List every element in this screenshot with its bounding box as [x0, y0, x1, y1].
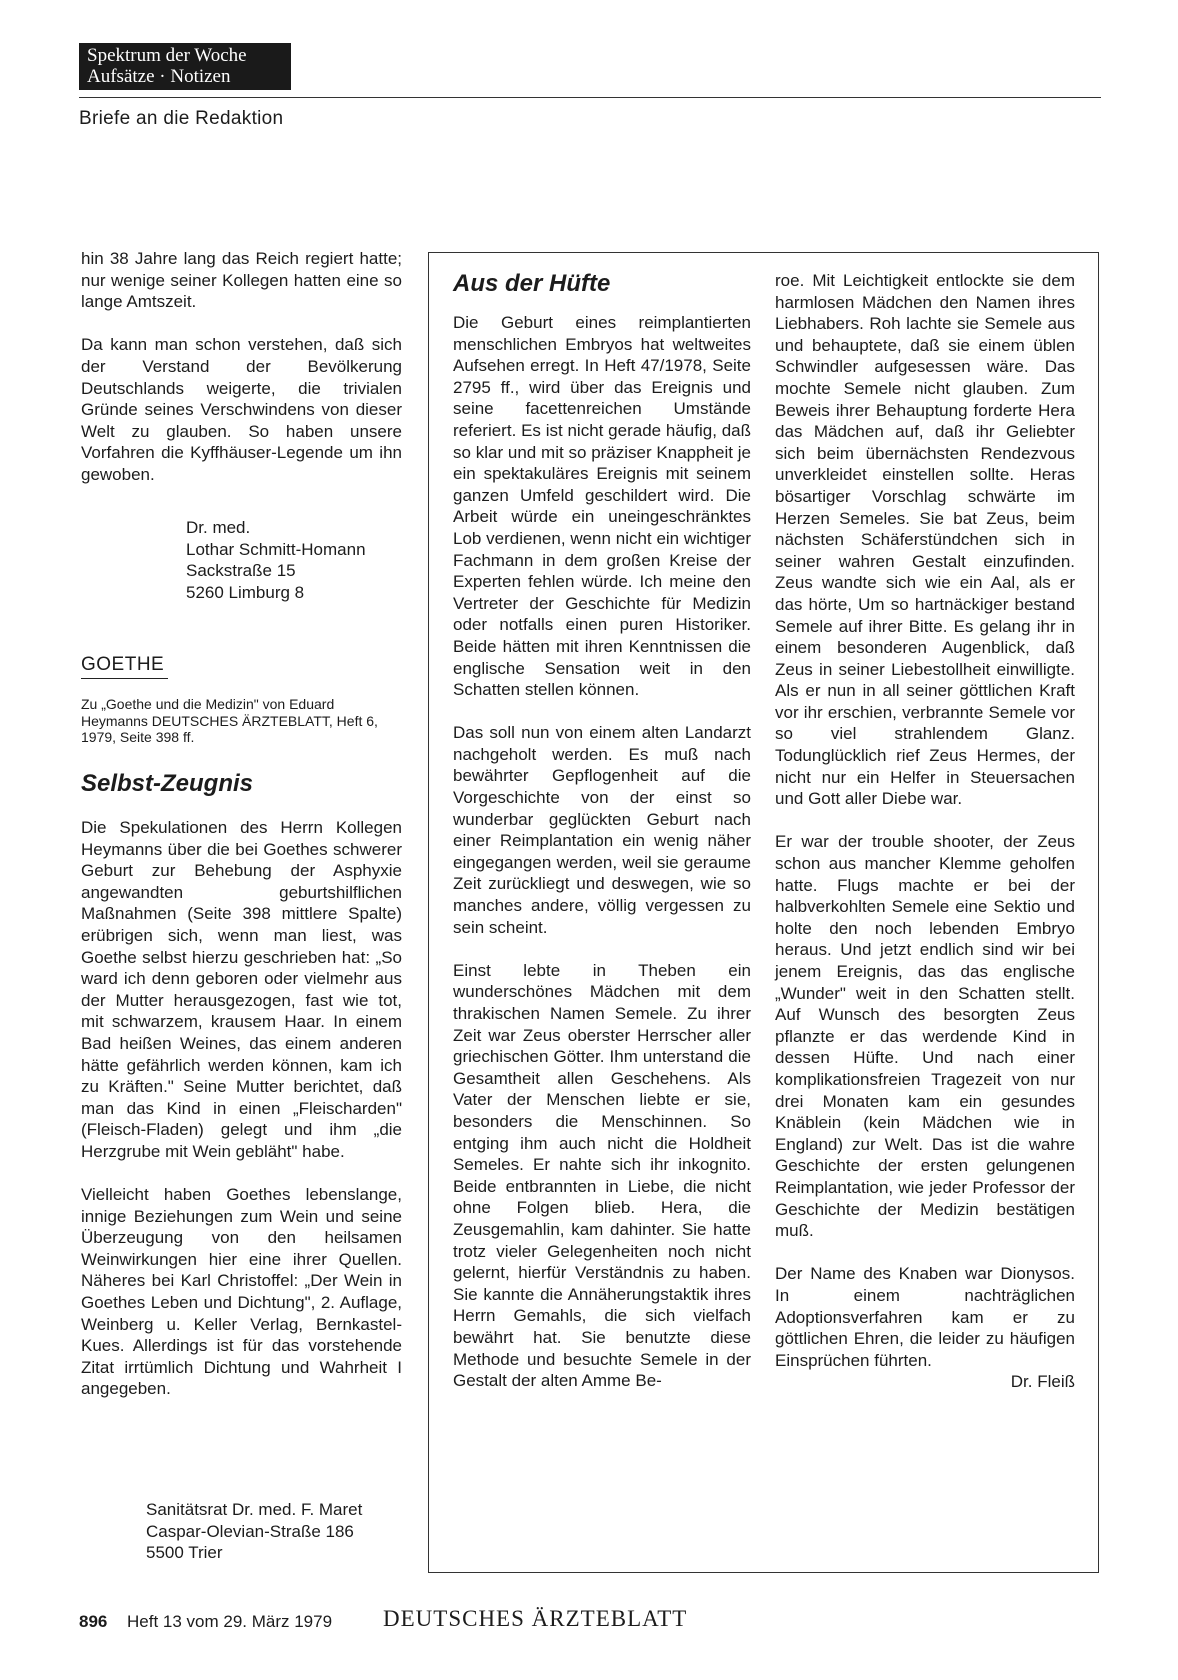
journal-name: DEUTSCHES ÄRZTEBLATT: [383, 1606, 688, 1631]
signature-line: Dr. med.: [186, 518, 251, 537]
col1-continuation: hin 38 Jahre lang das Reich regiert hatte; nur wenige seiner Kollegen hatten eine so lange Amtszeit.: [81, 249, 402, 312]
col3-paragraph-3: Der Name des Knaben war Dionysos. In einem nachträglichen Adoptionsverfahren kam er zu göttlichen Ehren, die leider zu häufigen Einsprüchen führten.: [775, 1264, 1075, 1370]
topic-intro-reference: Zu „Goethe und die Medizin" von Eduard Heymanns DEUTSCHES ÄRZTEBLATT, Heft 6, 1979, Seite 398 ff.: [81, 696, 378, 745]
badge-line-2: Aufsätze · Notizen: [87, 66, 231, 87]
col1-paragraph-4: Vielleicht haben Goethes lebenslange, innige Beziehungen zum Wein und seine Überzeugung von den heilsamen Weinwirkungen hier eine ihrer Quellen. Näheres bei Karl Christoffel: „Der Wein in Goethes Leben und Dichtung", 2. Auflage, Weinberg u. Keller Verlag, Bernkastel-Kues. Allerdings ist für das vorstehende Zitat irrtümlich Dichtung und Wahrheit I angegeben.: [81, 1185, 402, 1399]
header-rule: [79, 97, 1101, 98]
col3-paragraph-2: Er war der trouble shooter, der Zeus schon aus mancher Klemme geholfen hatte. Flugs machte er bei der halbverkohlten Semele eine Sektio und holte den noch lebenden Embryo heraus. Und jetzt endlich sind wir bei jenem Ereignis, das das englische „Wunder" weit in den Schatten stellt. Auf Wunsch des besorgten Zeus pflanzte er das werdende Kind in dessen Hüfte. Und nach einer komplikationsfreien Tragezeit von nur drei Monaten kam ein gesundes Knäblein (kein Mädchen wie in England) zur Welt. Das ist die wahre Geschichte der ersten gelungenen Reimplantation, wie jeder Professor der Geschichte der Medizin bestätigen muß.: [775, 832, 1075, 1241]
heading-selbst-zeugnis: Selbst-Zeugnis: [81, 770, 254, 797]
col1-letter-body: [81, 817, 402, 1400]
col1-top-block: [81, 248, 402, 486]
col2-paragraph-1: Die Geburt eines reimplantierten menschlichen Embryos hat weltweites Aufsehen erregt. In Heft 47/1978, Seite 2795 ff., wird über das Ereignis und seine facettenreichen Umstände referiert. Es ist nicht gerade häufig, daß so klar und mit so präziser Knappheit je ein spektakuläres Ereignis mit seinem ganzen Umfeld geschildert wird. Die Arbeit würde ein uneingeschränktes Lob verdienen, wenn nicht ein wichtiger Fachmann in dem großen Kreise der Experten fehlen würde. Ich meine den Vertreter der Geschichte für Medizin oder notfalls einen puren Historiker. Beide hätten mit ihren Kenntnissen die englische Sensation weit in den Schatten stellen können.: [453, 313, 751, 700]
col1-paragraph-2: Da kann man schon verstehen, daß sich der Verstand der Bevölkerung Deutschlands weigerte, die trivialen Gründe seines Verschwindens von dieser Welt zu glauben. So haben unsere Vorfahren die Kyffhäuser-Legende um ihn gewoben.: [81, 335, 402, 484]
signature-line: Caspar-Olevian-Straße 186: [146, 1521, 354, 1541]
section-title: Briefe an die Redaktion: [79, 108, 284, 129]
col3-paragraph-1: roe. Mit Leichtigkeit entlockte sie dem harmlosen Mädchen den Namen ihres Liebhabers. Roh lachte sie Semele aus und behauptete, daß sie einem üblen Schwindler aufgesessen wäre. Das mochte Semele nicht glauben. Zum Beweis ihrer Behauptung forderte Hera das Mädchen auf, daß ihr Geliebter sich beim übernächsten Rendezvous unverkleidet einstellen sollte. Heras bösartiger Vorschlag schwärte im Herzen Semeles. Sie bat Zeus, beim nächsten Schäferstündchen sich in seiner wahren Gestalt einzufinden. Zeus wandte sich wie ein Aal, als er das hörte, Um so hartnäckiger bestand Semele auf ihrer Bitte. Es gelang ihr in einem besonderen Augenblick, daß Zeus in seiner Liebestollheit einwilligte. Als er nun in all seiner göttlichen Kraft vor ihr erschien, verbrannte Semele vor so viel strahlendem Glanz. Todunglücklich rief Zeus Hermes, der nicht nur ein Helfer in Steuersachen und Gott aller Diebe war.: [775, 271, 1075, 809]
col2-body: [453, 312, 751, 1392]
col2-paragraph-3: Einst lebte in Theben ein wunderschönes Mädchen mit dem thrakischen Namen Semele. Zu ihrer Zeit war Zeus oberster Herrscher aller griechischen Götter. Ihm unterstand die Gesamtheit allen Geschehens. Als Vater der Menschen liebte er sie, besonders die Menschinnen. So entging ihm auch nicht die Holdheit Semeles. Er nahte sich ihr inkognito. Beide entbrannten in Liebe, die nicht ohne Folgen blieb. Hera, die Zeusgemahlin, kam dahinter. Sie hatte trotz vieler Gelegenheiten noch nicht gelernt, hierfür Verständnis zu haben. Sie kannte die Annäherungstaktik ihres Herrn Gemahls, die sich vielfach bewährt hat. Sie benutzte diese Methode und besuchte Semele in der Gestalt der alten Amme Be-: [453, 960, 751, 1391]
issue-info: Heft 13 vom 29. März 1979: [127, 1612, 333, 1631]
topic-underline: [81, 678, 168, 679]
col2-paragraph-2: Das soll nun von einem alten Landarzt nachgeholt werden. Es muß nach bewährter Gepflogenheit auf die Vorgeschichte von der einst so wunderbar geglückten Geburt nach einer Reimplantation ein wenig näher eingegangen werden, weil sie geraume Zeit zurückliegt und deswegen, wie so manches andere, völlig vergessen zu sein scheint.: [453, 723, 751, 937]
signature-schmitt-homann: [186, 517, 366, 603]
signature-line: 5260 Limburg 8: [186, 582, 305, 602]
signature-line: Lothar Schmitt-Homann: [186, 539, 366, 559]
signature-fleiss: Dr. Fleiß: [1010, 1372, 1075, 1392]
col3-body: [775, 270, 1075, 1393]
signature-line: 5500 Trier: [146, 1543, 223, 1563]
signature-maret: [146, 1499, 362, 1564]
signature-line: Sanitätsrat Dr. med. F. Maret: [146, 1500, 363, 1519]
col1-paragraph-3: Die Spekulationen des Herrn Kollegen Heymanns über die bei Goethes schwerer Geburt zur Behebung der Asphyxie angewandten geburtshilflichen Maßnahmen (Seite 398 mittlere Spalte) erübrigen sich, wenn man liest, was Goethe selbst hierzu geschrieben hat: „So ward ich denn geboren oder vielmehr aus der Mutter herausgezogen, fast wie tot, mit schwarzem, krausem Haar. In einem Bad heißen Weines, das einem anderen hätte gefährlich werden können, kam ich zu Kräften." Seine Mutter berichtet, daß man das Kind in einen „Fleischarden" (Fleisch-Fladen) gelegt und ihm „die Herzgrube mit Wein gebläht" habe.: [81, 818, 402, 1161]
heading-aus-der-huefte: Aus der Hüfte: [453, 270, 611, 297]
signature-line: Sackstraße 15: [186, 561, 296, 581]
badge-line-1: Spektrum der Woche: [87, 45, 247, 66]
topic-title-goethe: GOETHE: [81, 654, 165, 675]
page-number: 896: [79, 1612, 108, 1631]
